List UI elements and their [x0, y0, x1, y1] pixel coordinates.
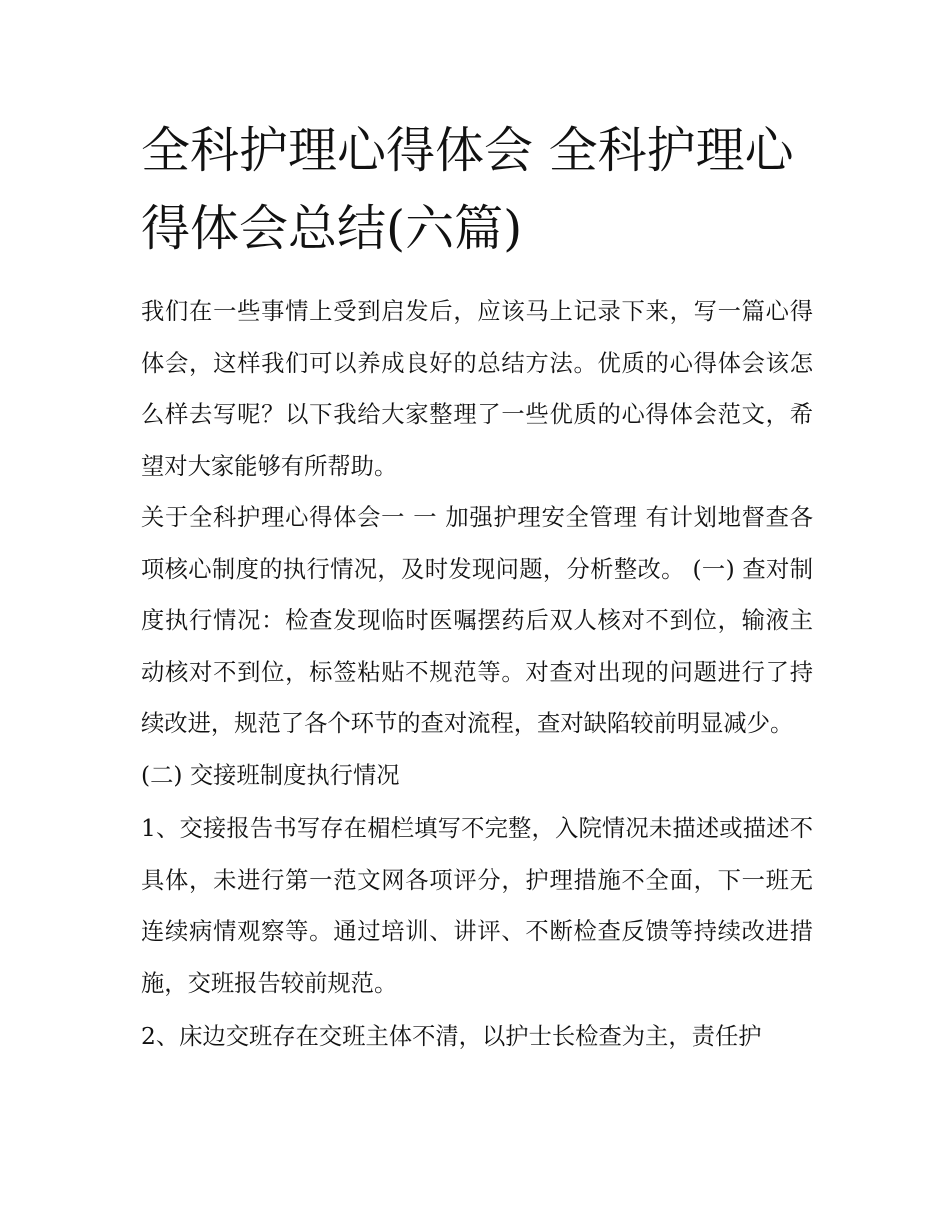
document-title: 全科护理心得体会 全科护理心得体会总结(六篇): [141, 122, 794, 257]
list-item-2: 2、床边交班存在交班主体不清，以护士长检查为主，责任护: [141, 1023, 762, 1050]
document-body: [141, 112, 813, 1063]
intro-paragraph: 我们在一些事情上受到启发后，应该马上记录下来，写一篇心得体会，这样我们可以养成良好的总结方法。优质的心得体会该怎么样去写呢？以下我给大家整理了一些优质的心得体会范文，希望对大家能够有所帮助。: [141, 298, 813, 480]
section-heading-handover: (二) 交接班制度执行情况: [141, 761, 400, 789]
body-paragraph-safety-management: 关于全科护理心得体会一 一 加强护理安全管理 有计划地督查各项核心制度的执行情况，及时发现问题，分析整改。 (一) 查对制度执行情况：检查发现临时医嘱摆药后双人核对不到位，输液主动核对不到位，标签粘贴不规范等。对查对出现的问题进行了持续改进，规范了各个环节的查对流程，查对缺陷较前明显减少。: [141, 504, 813, 737]
list-item-1: 1、交接报告书写存在楣栏填写不完整，入院情况未描述或描述不具体，未进行第一范文网各项评分，护理措施不全面，下一班无连续病情观察等。通过培训、讲评、不断检查反馈等持续改进措施，交班报告较前规范。: [141, 815, 813, 997]
